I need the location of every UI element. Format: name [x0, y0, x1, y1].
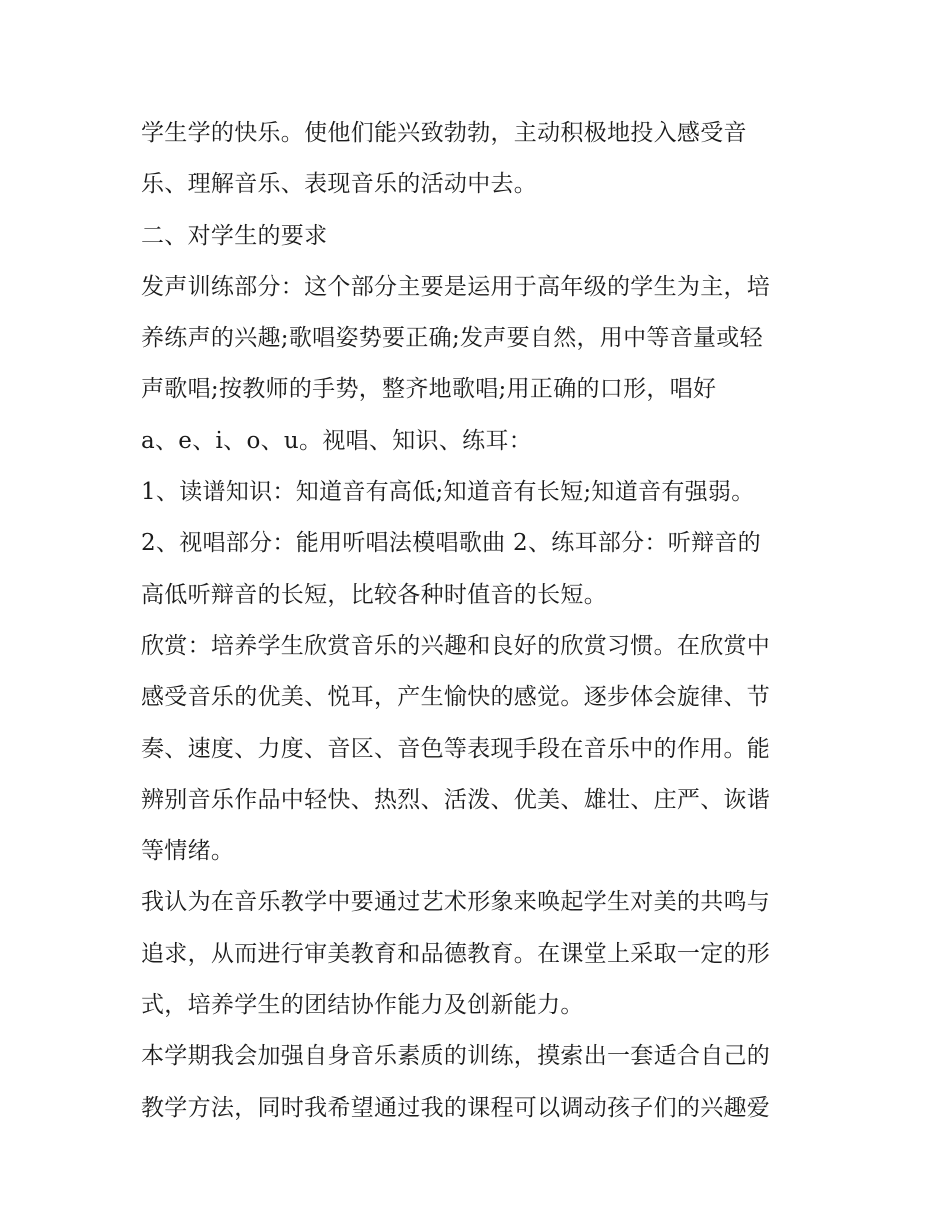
paragraph-line: 式，培养学生的团结协作能力及创新能力。: [141, 992, 584, 1019]
section-heading: 二、对学生的要求: [141, 222, 328, 249]
paragraph-line: 教学方法，同时我希望通过我的课程可以调动孩子们的兴趣爱: [141, 1094, 771, 1121]
paragraph-line: 辨别音乐作品中轻快、热烈、活泼、优美、雄壮、庄严、诙谐: [141, 786, 771, 813]
paragraph-line: 感受音乐的优美、悦耳，产生愉快的感觉。逐步体会旋律、节: [141, 684, 771, 711]
paragraph-line: 我认为在音乐教学中要通过艺术形象来唤起学生对美的共鸣与: [141, 889, 771, 916]
paragraph-line: a、e、i、o、u。视唱、知识、练耳：: [141, 427, 533, 454]
paragraph-line: 发声训练部分：这个部分主要是运用于高年级的学生为主，培: [141, 273, 771, 300]
paragraph-line: 声歌唱;按教师的手势，整齐地歌唱;用正确的口形，唱好: [141, 376, 717, 403]
paragraph-line: 本学期我会加强自身音乐素质的训练，摸索出一套适合自己的: [141, 1043, 771, 1070]
paragraph-line: 等情绪。: [141, 838, 235, 865]
paragraph-line: 养练声的兴趣;歌唱姿势要正确;发声要自然，用中等音量或轻: [141, 325, 763, 352]
paragraph-line: 欣赏：培养学生欣赏音乐的兴趣和良好的欣赏习惯。在欣赏中: [141, 632, 771, 659]
paragraph-line: 奏、速度、力度、音区、音色等表现手段在音乐中的作用。能: [141, 735, 771, 762]
list-item: 1、读谱知识：知道音有高低;知道音有长短;知道音有强弱。: [141, 479, 755, 506]
document-body: [141, 108, 821, 1134]
paragraph-line: 学生学的快乐。使他们能兴致勃勃，主动积极地投入感受音: [141, 120, 747, 146]
paragraph-line: 追求，从而进行审美教育和品德教育。在课堂上采取一定的形: [141, 940, 771, 967]
paragraph-line: 乐、理解音乐、表现音乐的活动中去。: [141, 171, 538, 198]
list-item: 2、视唱部分：能用听唱法模唱歌曲 2、练耳部分：听辩音的: [141, 530, 761, 557]
paragraph-line: 高低听辩音的长短，比较各种时值音的长短。: [141, 581, 607, 608]
